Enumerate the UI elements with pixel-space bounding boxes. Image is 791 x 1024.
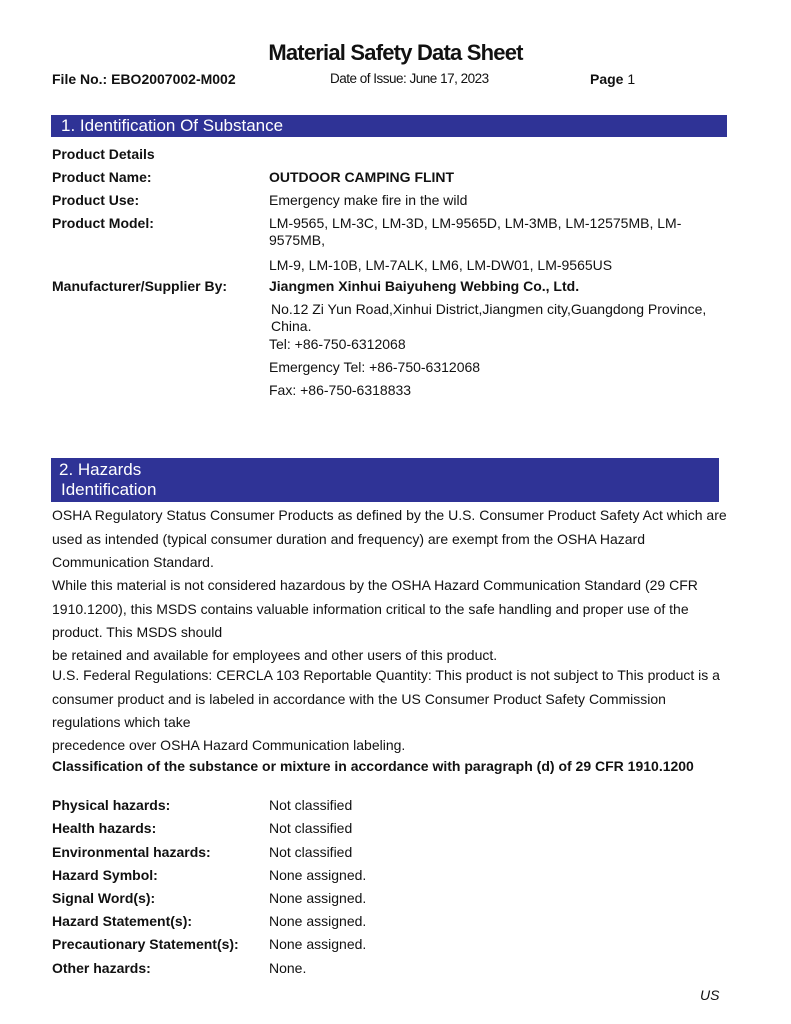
- document-title: Material Safety Data Sheet: [268, 40, 523, 65]
- product-model-label: Product Model:: [52, 215, 154, 231]
- hazard-label: Environmental hazards:: [52, 844, 211, 860]
- hazard-value: None assigned.: [269, 890, 367, 906]
- classification-heading: Classification of the substance or mixture in accordance with paragraph (d) of 29 CFR 1910.1200: [52, 758, 694, 774]
- hazard-value: Not classified: [269, 820, 353, 836]
- emergency-tel: Emergency Tel: +86-750-6312068: [269, 359, 481, 375]
- footer-mark: US: [700, 987, 720, 1003]
- date-of-issue: Date of Issue: June 17, 2023: [330, 71, 489, 86]
- hazard-label: Precautionary Statement(s):: [52, 936, 239, 952]
- precedence-paragraph: precedence over OSHA Hazard Communication labeling.: [52, 737, 406, 753]
- hazard-value: None assigned.: [269, 867, 367, 883]
- product-model-line1: LM-9565, LM-3C, LM-3D, LM-9565D, LM-3MB, LM-12575MB, LM-9575MB,: [269, 215, 682, 248]
- product-model-line2: LM-9, LM-10B, LM-7ALK, LM6, LM-DW01, LM-9565US: [269, 257, 613, 273]
- product-use-value: Emergency make fire in the wild: [269, 192, 468, 208]
- section-2-heading: [51, 458, 719, 502]
- hazard-value: Not classified: [269, 844, 353, 860]
- tel: Tel: +86-750-6312068: [269, 336, 406, 352]
- page-label: Page: [590, 71, 624, 87]
- hazard-label: Other hazards:: [52, 960, 151, 976]
- hazard-value: None.: [269, 960, 307, 976]
- hazard-label: Signal Word(s):: [52, 890, 156, 906]
- product-name-label: Product Name:: [52, 169, 152, 185]
- manufacturer-label: Manufacturer/Supplier By:: [52, 278, 228, 294]
- fax: Fax: +86-750-6318833: [269, 382, 412, 398]
- manufacturer-name: Jiangmen Xinhui Baiyuheng Webbing Co., Ltd.: [269, 278, 580, 294]
- product-details-label: Product Details: [52, 146, 155, 162]
- osha-status-paragraph: OSHA Regulatory Status Consumer Products as defined by the U.S. Consumer Product Safety Act which are used as intended (typical consumer duration and frequency) are exempt from the OSHA Hazard Communication Standard.: [52, 507, 727, 570]
- federal-regulations-paragraph: U.S. Federal Regulations: CERCLA 103 Reportable Quantity: This product is not subject to This product is a consumer product and is labeled in accordance with the US Consumer Product Safety Commission regulations which take: [52, 667, 720, 730]
- section-2-heading-line2: Identification: [61, 480, 157, 499]
- product-use-label: Product Use:: [52, 192, 140, 208]
- product-name-value: OUTDOOR CAMPING FLINT: [269, 169, 455, 185]
- section-2-heading-line1: 2. Hazards: [59, 460, 142, 479]
- page-indicator: [590, 71, 635, 87]
- hazard-value: None assigned.: [269, 936, 367, 952]
- hazard-label: Hazard Symbol:: [52, 867, 158, 883]
- section-1-heading: 1. Identification Of Substance: [51, 115, 727, 137]
- hazard-label: Health hazards:: [52, 820, 157, 836]
- file-number: File No.: EBO2007002-M002: [52, 71, 236, 87]
- msds-notice-paragraph: While this material is not considered hazardous by the OSHA Hazard Communication Standard (29 CFR 1910.1200), this MSDS contains valuable information critical to the safe handling and proper use of the product. This MSDS should: [52, 577, 698, 640]
- hazard-value: None assigned.: [269, 913, 367, 929]
- manufacturer-address: No.12 Zi Yun Road,Xinhui District,Jiangmen city,Guangdong Province, China.: [271, 301, 707, 334]
- page-number: 1: [627, 71, 636, 87]
- hazard-label: Hazard Statement(s):: [52, 913, 193, 929]
- hazard-value: Not classified: [269, 797, 353, 813]
- msds-retention-paragraph: be retained and available for employees and other users of this product.: [52, 647, 498, 663]
- hazard-label: Physical hazards:: [52, 797, 171, 813]
